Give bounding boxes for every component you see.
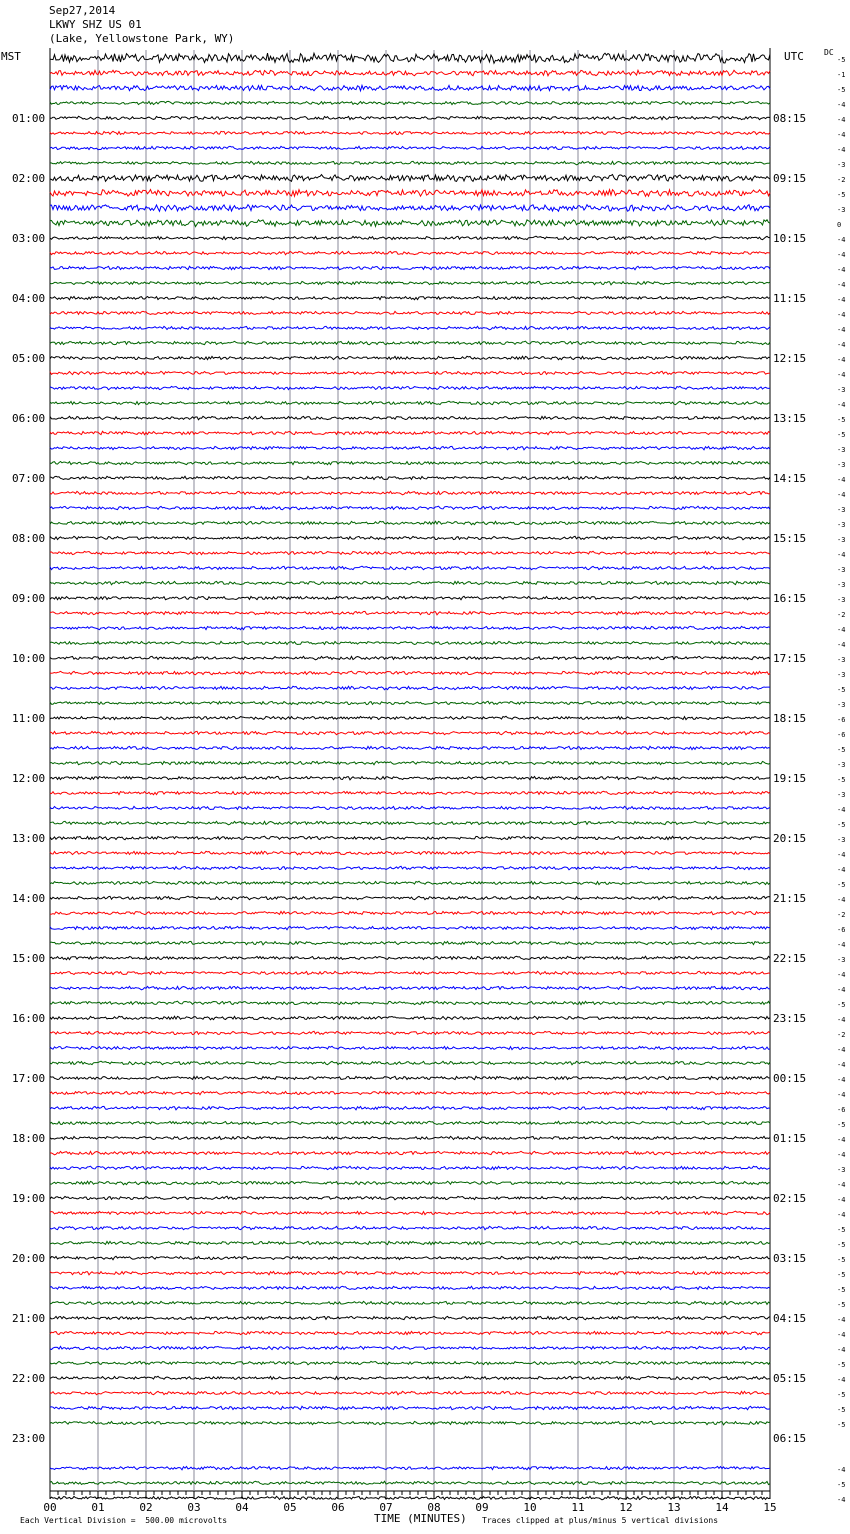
right-hour-label: 23:15 bbox=[773, 1012, 807, 1025]
right-hour-label: 14:15 bbox=[773, 472, 807, 485]
x-tick-label: 02 bbox=[139, 1501, 153, 1514]
seismic-trace bbox=[50, 161, 770, 165]
trace-offset-value: -3 bbox=[837, 956, 846, 964]
trace-offset-value: -6 bbox=[837, 731, 846, 739]
seismic-trace bbox=[50, 1211, 770, 1215]
right-hour-label: 04:15 bbox=[773, 1312, 807, 1325]
right-hour-label: 02:15 bbox=[773, 1192, 807, 1205]
seismic-trace bbox=[50, 296, 770, 299]
trace-offset-value: -4 bbox=[837, 1046, 846, 1054]
trace-offset-value: -4 bbox=[837, 806, 846, 814]
seismic-trace bbox=[50, 205, 770, 212]
trace-offset-value: -4 bbox=[837, 641, 846, 649]
trace-offset-value: -5 bbox=[837, 746, 846, 754]
seismic-trace bbox=[50, 1001, 770, 1004]
seismic-trace bbox=[50, 566, 770, 570]
right-hour-label: 00:15 bbox=[773, 1072, 807, 1085]
seismic-trace bbox=[50, 1106, 770, 1109]
seismic-trace bbox=[50, 971, 770, 974]
left-hour-label: 21:00 bbox=[12, 1312, 46, 1325]
trace-offset-value: -3 bbox=[837, 446, 846, 454]
x-tick-label: 13 bbox=[667, 1501, 681, 1514]
trace-offset-value: -3 bbox=[837, 656, 846, 664]
trace-offset-value: -4 bbox=[837, 266, 846, 274]
seismic-trace bbox=[50, 1091, 770, 1094]
trace-offset-value: -6 bbox=[837, 716, 846, 724]
trace-offset-value: -3 bbox=[837, 596, 846, 604]
seismic-trace bbox=[50, 1181, 770, 1184]
x-tick-label: 14 bbox=[715, 1501, 729, 1514]
trace-offset-value: -3 bbox=[837, 521, 846, 529]
seismic-trace bbox=[50, 776, 770, 779]
left-hour-label: 03:00 bbox=[12, 232, 46, 245]
seismic-trace bbox=[50, 1076, 770, 1079]
seismic-trace bbox=[50, 1286, 770, 1289]
x-tick-label: 09 bbox=[475, 1501, 489, 1514]
seismic-trace bbox=[50, 1121, 770, 1124]
seismic-trace bbox=[50, 236, 770, 240]
x-tick-label: 08 bbox=[427, 1501, 441, 1514]
seismic-trace bbox=[50, 611, 770, 614]
seismic-trace bbox=[50, 1376, 770, 1380]
trace-offset-value: -5 bbox=[837, 1226, 846, 1234]
left-hour-label: 11:00 bbox=[12, 712, 46, 725]
x-tick-label: 05 bbox=[283, 1501, 297, 1514]
seismic-trace bbox=[50, 716, 770, 719]
right-hour-label: 05:15 bbox=[773, 1372, 807, 1385]
trace-offset-value: -4 bbox=[837, 986, 846, 994]
seismic-trace bbox=[50, 1256, 770, 1259]
trace-offset-value: -4 bbox=[837, 1076, 846, 1084]
trace-offset-value: -4 bbox=[837, 1181, 846, 1189]
trace-offset-value: -3 bbox=[837, 566, 846, 574]
seismic-trace bbox=[50, 986, 770, 990]
seismic-trace bbox=[50, 386, 770, 390]
x-axis-label: TIME (MINUTES) bbox=[374, 1512, 467, 1525]
trace-offset-value: -3 bbox=[837, 791, 846, 799]
seismic-trace bbox=[50, 791, 770, 794]
seismic-trace bbox=[50, 1136, 770, 1139]
trace-offset-value: -4 bbox=[837, 311, 846, 319]
right-hour-label: 17:15 bbox=[773, 652, 807, 665]
seismic-trace bbox=[50, 866, 770, 870]
seismic-trace bbox=[50, 85, 770, 90]
seismic-trace bbox=[50, 1421, 770, 1424]
trace-offset-value: -5 bbox=[837, 1271, 846, 1279]
left-hour-label: 17:00 bbox=[12, 1072, 46, 1085]
seismic-trace bbox=[50, 821, 770, 825]
trace-offset-value: -4 bbox=[837, 371, 846, 379]
seismic-trace bbox=[50, 131, 770, 134]
seismic-trace bbox=[50, 1466, 770, 1469]
left-hour-label: 06:00 bbox=[12, 412, 46, 425]
seismic-trace bbox=[50, 146, 770, 149]
trace-offset-value: -4 bbox=[837, 101, 846, 109]
seismic-trace bbox=[50, 1151, 770, 1155]
seismic-trace bbox=[50, 1406, 770, 1409]
trace-offset-value: -4 bbox=[837, 1151, 846, 1159]
seismic-trace bbox=[50, 116, 770, 119]
seismic-trace bbox=[50, 431, 770, 434]
trace-offset-value: -5 bbox=[837, 1391, 846, 1399]
right-hour-label: 18:15 bbox=[773, 712, 807, 725]
seismic-trace bbox=[50, 461, 770, 464]
clip-note: Traces clipped at plus/minus 5 vertical divisions bbox=[482, 1516, 719, 1525]
left-hour-label: 04:00 bbox=[12, 292, 46, 305]
trace-offset-value: -5 bbox=[837, 881, 846, 889]
left-timezone-label: MST bbox=[1, 50, 21, 63]
trace-offset-value: -4 bbox=[837, 236, 846, 244]
x-tick-label: 04 bbox=[235, 1501, 249, 1514]
trace-offset-value: -3 bbox=[837, 671, 846, 679]
scale-note: Each Vertical Division = 500.00 microvolts bbox=[20, 1516, 228, 1525]
seismic-trace bbox=[50, 596, 770, 599]
left-hour-label: 09:00 bbox=[12, 592, 46, 605]
seismic-trace bbox=[50, 1481, 770, 1484]
trace-offset-value: -4 bbox=[837, 476, 846, 484]
trace-offset-value: -4 bbox=[837, 281, 846, 289]
trace-offset-value: -5 bbox=[837, 1286, 846, 1294]
seismic-trace bbox=[50, 311, 770, 314]
trace-offset-value: -4 bbox=[837, 401, 846, 409]
seismic-trace bbox=[50, 896, 770, 900]
left-hour-label: 16:00 bbox=[12, 1012, 46, 1025]
trace-offset-value: -5 bbox=[837, 56, 846, 64]
left-hour-label: 19:00 bbox=[12, 1192, 46, 1205]
trace-offset-value: -4 bbox=[837, 341, 846, 349]
trace-offset-value: -4 bbox=[837, 866, 846, 874]
trace-offset-value: -5 bbox=[837, 686, 846, 694]
trace-offset-value: -5 bbox=[837, 416, 846, 424]
trace-offset-value: -4 bbox=[837, 1061, 846, 1069]
x-tick-label: 01 bbox=[91, 1501, 105, 1514]
x-tick-label: 15 bbox=[763, 1501, 777, 1514]
trace-offset-value: -4 bbox=[837, 1331, 846, 1339]
seismic-trace bbox=[50, 1226, 770, 1229]
seismic-trace bbox=[50, 956, 770, 959]
right-hour-label: 06:15 bbox=[773, 1432, 807, 1445]
trace-offset-value: -3 bbox=[837, 536, 846, 544]
trace-offset-value: -5 bbox=[837, 1421, 846, 1429]
seismic-trace bbox=[50, 190, 770, 197]
seismic-trace bbox=[50, 701, 770, 705]
seismic-trace bbox=[50, 1301, 770, 1305]
trace-offset-value: -6 bbox=[837, 926, 846, 934]
left-hour-label: 02:00 bbox=[12, 172, 46, 185]
trace-offset-value: -4 bbox=[837, 296, 846, 304]
right-hour-label: 01:15 bbox=[773, 1132, 807, 1145]
trace-offset-value: -4 bbox=[837, 1211, 846, 1219]
seismic-trace bbox=[50, 851, 770, 854]
trace-offset-value: -3 bbox=[837, 836, 846, 844]
trace-offset-value: -3 bbox=[837, 206, 846, 214]
x-tick-label: 12 bbox=[619, 1501, 633, 1514]
right-hour-label: 10:15 bbox=[773, 232, 807, 245]
trace-offset-value: -5 bbox=[837, 1241, 846, 1249]
seismic-trace bbox=[50, 251, 770, 254]
right-hour-label: 11:15 bbox=[773, 292, 807, 305]
station-label: LKWY SHZ US 01 bbox=[49, 18, 142, 31]
trace-offset-value: -1 bbox=[837, 71, 846, 79]
seismic-trace bbox=[50, 1316, 770, 1320]
trace-offset-value: -3 bbox=[837, 1166, 846, 1174]
seismic-trace bbox=[50, 641, 770, 644]
trace-offset-value: -4 bbox=[837, 491, 846, 499]
seismic-trace bbox=[50, 881, 770, 884]
trace-offset-value: -4 bbox=[837, 971, 846, 979]
seismic-trace bbox=[50, 416, 770, 419]
trace-offset-value: -4 bbox=[837, 1196, 846, 1204]
right-hour-label: 15:15 bbox=[773, 532, 807, 545]
trace-offset-value: -3 bbox=[837, 701, 846, 709]
right-hour-label: 03:15 bbox=[773, 1252, 807, 1265]
trace-offset-value: -5 bbox=[837, 1481, 846, 1489]
left-hour-label: 12:00 bbox=[12, 772, 46, 785]
right-hour-label: 13:15 bbox=[773, 412, 807, 425]
trace-offset-value: -4 bbox=[837, 1496, 846, 1504]
seismic-trace bbox=[50, 220, 770, 227]
trace-offset-value: -5 bbox=[837, 431, 846, 439]
trace-offset-value: -3 bbox=[837, 506, 846, 514]
seismic-trace bbox=[50, 446, 770, 449]
seismic-trace bbox=[50, 101, 770, 104]
right-hour-label: 08:15 bbox=[773, 112, 807, 125]
trace-offset-value: -4 bbox=[837, 896, 846, 904]
left-hour-label: 15:00 bbox=[12, 952, 46, 965]
trace-offset-value: -4 bbox=[837, 1091, 846, 1099]
trace-offset-value: -5 bbox=[837, 1301, 846, 1309]
trace-offset-value: -4 bbox=[837, 1316, 846, 1324]
seismic-trace bbox=[50, 551, 770, 554]
seismic-trace bbox=[50, 476, 770, 479]
trace-offset-value: -3 bbox=[837, 161, 846, 169]
seismic-trace bbox=[50, 1272, 770, 1275]
dc-label: DC bbox=[824, 48, 834, 57]
seismic-trace bbox=[50, 1346, 770, 1349]
seismic-trace bbox=[50, 656, 770, 660]
seismic-trace bbox=[50, 536, 770, 540]
x-tick-label: 07 bbox=[379, 1501, 393, 1514]
trace-offset-value: -4 bbox=[837, 626, 846, 634]
trace-offset-value: -4 bbox=[837, 116, 846, 124]
left-hour-label: 23:00 bbox=[12, 1432, 46, 1445]
left-hour-label: 14:00 bbox=[12, 892, 46, 905]
seismic-trace bbox=[50, 731, 770, 735]
seismic-trace bbox=[50, 761, 770, 764]
left-hour-label: 01:00 bbox=[12, 112, 46, 125]
x-tick-label: 00 bbox=[43, 1501, 57, 1514]
trace-offset-value: -5 bbox=[837, 776, 846, 784]
seismic-trace bbox=[50, 326, 770, 330]
trace-offset-value: -4 bbox=[837, 1016, 846, 1024]
trace-offset-value: -3 bbox=[837, 581, 846, 589]
seismic-trace bbox=[50, 1361, 770, 1365]
trace-offset-value: -2 bbox=[837, 1031, 846, 1039]
trace-offset-value: -3 bbox=[837, 461, 846, 469]
date-label: Sep27,2014 bbox=[49, 4, 116, 17]
location-label: (Lake, Yellowstone Park, WY) bbox=[49, 32, 235, 45]
seismic-trace bbox=[50, 1196, 770, 1200]
seismic-trace bbox=[50, 581, 770, 584]
right-hour-label: 09:15 bbox=[773, 172, 807, 185]
trace-offset-value: -4 bbox=[837, 356, 846, 364]
trace-offset-value: -4 bbox=[837, 1466, 846, 1474]
trace-offset-value: -4 bbox=[837, 251, 846, 259]
seismic-trace bbox=[50, 356, 770, 360]
right-hour-label: 19:15 bbox=[773, 772, 807, 785]
trace-offset-value: -2 bbox=[837, 176, 846, 184]
trace-offset-value: -4 bbox=[837, 551, 846, 559]
trace-offset-value: -4 bbox=[837, 851, 846, 859]
seismic-trace bbox=[50, 1331, 770, 1335]
right-hour-label: 16:15 bbox=[773, 592, 807, 605]
trace-offset-value: -5 bbox=[837, 86, 846, 94]
trace-offset-value: -6 bbox=[837, 1106, 846, 1114]
seismic-trace bbox=[50, 626, 770, 629]
seismic-trace bbox=[50, 746, 770, 749]
seismic-trace bbox=[50, 506, 770, 510]
seismic-trace bbox=[50, 175, 770, 182]
seismic-trace bbox=[50, 836, 770, 840]
right-hour-label: 20:15 bbox=[773, 832, 807, 845]
trace-offset-value: -4 bbox=[837, 1376, 846, 1384]
seismic-trace bbox=[50, 1031, 770, 1035]
seismic-trace bbox=[50, 1166, 770, 1169]
trace-offset-value: -5 bbox=[837, 821, 846, 829]
trace-offset-value: -4 bbox=[837, 146, 846, 154]
seismic-trace bbox=[50, 70, 770, 75]
trace-offset-value: -5 bbox=[837, 1001, 846, 1009]
x-tick-label: 11 bbox=[571, 1501, 585, 1514]
trace-offset-value: -5 bbox=[837, 1256, 846, 1264]
seismic-trace bbox=[50, 281, 770, 284]
seismic-trace bbox=[50, 911, 770, 914]
right-hour-label: 22:15 bbox=[773, 952, 807, 965]
seismic-trace bbox=[50, 371, 770, 374]
seismic-trace bbox=[50, 806, 770, 809]
trace-offset-value: -2 bbox=[837, 911, 846, 919]
left-hour-label: 07:00 bbox=[12, 472, 46, 485]
seismic-trace bbox=[50, 401, 770, 405]
trace-offset-value: -4 bbox=[837, 941, 846, 949]
trace-offset-value: -5 bbox=[837, 191, 846, 199]
right-hour-label: 12:15 bbox=[773, 352, 807, 365]
seismic-trace bbox=[50, 1496, 770, 1500]
left-hour-label: 13:00 bbox=[12, 832, 46, 845]
seismic-trace bbox=[50, 926, 770, 929]
x-tick-label: 06 bbox=[331, 1501, 345, 1514]
seismic-trace bbox=[50, 1241, 770, 1244]
seismic-trace bbox=[50, 53, 770, 63]
seismic-trace bbox=[50, 686, 770, 689]
left-hour-label: 20:00 bbox=[12, 1252, 46, 1265]
trace-offset-value: -4 bbox=[837, 131, 846, 139]
seismic-trace bbox=[50, 1046, 770, 1049]
seismic-trace bbox=[50, 491, 770, 495]
seismic-trace bbox=[50, 341, 770, 345]
seismic-trace bbox=[50, 671, 770, 675]
trace-offset-value: -5 bbox=[837, 1406, 846, 1414]
trace-offset-value: -3 bbox=[837, 761, 846, 769]
trace-offset-value: -4 bbox=[837, 1346, 846, 1354]
seismic-trace bbox=[50, 521, 770, 524]
right-timezone-label: UTC bbox=[784, 50, 804, 63]
left-hour-label: 18:00 bbox=[12, 1132, 46, 1145]
trace-offset-value: -3 bbox=[837, 386, 846, 394]
seismic-trace bbox=[50, 941, 770, 944]
seismic-trace bbox=[50, 1061, 770, 1065]
seismic-trace bbox=[50, 266, 770, 269]
seismic-trace bbox=[50, 1391, 770, 1394]
left-hour-label: 05:00 bbox=[12, 352, 46, 365]
trace-offset-value: 0 bbox=[837, 221, 842, 229]
trace-offset-value: -5 bbox=[837, 1361, 846, 1369]
trace-offset-value: -4 bbox=[837, 326, 846, 334]
left-hour-label: 08:00 bbox=[12, 532, 46, 545]
trace-offset-value: -4 bbox=[837, 1136, 846, 1144]
x-tick-label: 10 bbox=[523, 1501, 537, 1514]
trace-offset-value: -5 bbox=[837, 1121, 846, 1129]
trace-offset-value: -2 bbox=[837, 611, 846, 619]
x-tick-label: 03 bbox=[187, 1501, 201, 1514]
left-hour-label: 22:00 bbox=[12, 1372, 46, 1385]
right-hour-label: 21:15 bbox=[773, 892, 807, 905]
left-hour-label: 10:00 bbox=[12, 652, 46, 665]
seismic-trace bbox=[50, 1016, 770, 1019]
